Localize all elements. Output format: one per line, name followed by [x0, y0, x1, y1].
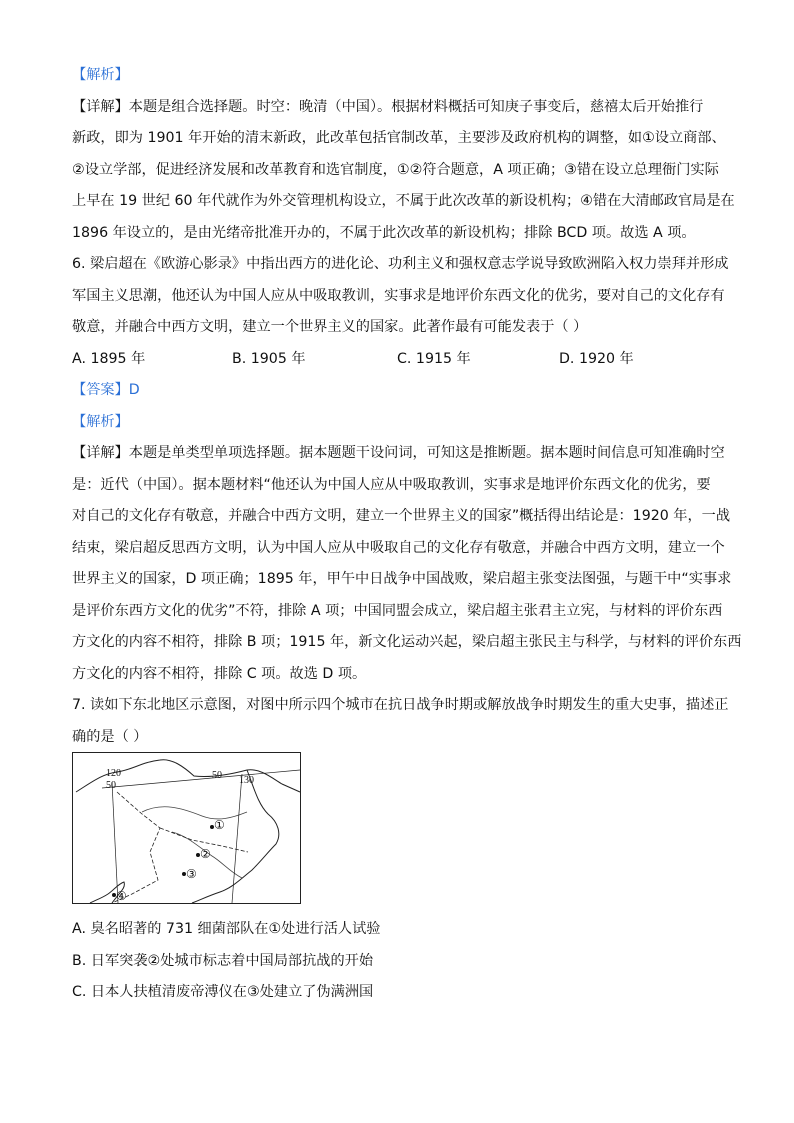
city-1-label: ① [214, 818, 225, 832]
q6-analysis-label: 【解析】 [72, 413, 129, 430]
q7-choice-c: C. 日本人扶植清废帝溥仪在③处建立了伪满洲国 [72, 984, 374, 1000]
q6-option-b: B. 1905 年 [232, 350, 306, 367]
q5-detail-line: 新政，即为 1901 年开始的清末新政，此改革包括官制改革，主要涉及政府机构的调整，如①设立商部、 [72, 130, 726, 146]
q6-detail-line: 是评价东西方文化的优劣”不符，排除 A 项；中国同盟会成立，梁启超主张君主立宪，与材料的评价东西 [72, 602, 723, 619]
q6-options [72, 344, 722, 376]
q6-detail-line: 【详解】本题是单类型单项选择题。据本题题干设问词，可知这是推断题。据本题时间信息可知准确时空 [72, 445, 725, 461]
q6-answer: 【答案】D [72, 382, 140, 398]
lat-50-left-label: 50 [106, 780, 116, 791]
q6-stem-line: 敬意，并融合中西方文明，建立一个世界主义的国家。此著作最有可能发表于（ ） [72, 319, 588, 335]
q6-detail-line: 方文化的内容不相符，排除 C 项。故选 D 项。 [72, 665, 367, 682]
q6-detail-line: 是：近代（中国）。据本题材料“他还认为中国人应从中吸取教训，实事求是地评价东西文化的优劣，要 [72, 476, 711, 493]
q6-option-c: C. 1915 年 [397, 350, 471, 367]
city-2-label: ② [200, 847, 211, 861]
lon-120-label: 120 [106, 768, 121, 779]
q5-detail-line: ②设立学部，促进经济发展和改革教育和选官制度，①②符合题意，A 项正确；③错在设立总理衙门实际 [72, 161, 719, 178]
city-3-label: ③ [186, 867, 197, 881]
page-content [72, 60, 742, 753]
lat-50-top-label: 50 [212, 770, 222, 781]
q7-choice-a: A. 臭名昭著的 731 细菌部队在①处进行活人试验 [72, 921, 381, 937]
q6-detail-line: 对自己的文化存有敬意，并融合中西方文明，建立一个世界主义的国家”概括得出结论是：1920 年，一战 [72, 508, 731, 524]
northeast-china-map [72, 752, 301, 904]
q6-detail-line: 结束，梁启超反思西方文明，认为中国人应从中吸取自己的文化存有敬意，并融合中西方文明，建立一个 [72, 539, 725, 556]
q7-stem-line: 确的是（ ） [72, 728, 148, 745]
q7-choice-b: B. 日军突袭②处城市标志着中国局部抗战的开始 [72, 952, 374, 969]
lon-130-label: 130 [239, 775, 254, 786]
q6-detail-line: 世界主义的国家，D 项正确；1895 年，甲午中日战争中国战败，梁启超主张变法图强，与题干中“实事求 [72, 571, 732, 587]
q6-detail-line: 方文化的内容不相符，排除 B 项；1915 年，新文化运动兴起，梁启超主张民主与科学，与材料的评价东西 [72, 634, 742, 650]
q6-option-d: D. 1920 年 [559, 350, 634, 367]
q7-choices [72, 914, 722, 1009]
q5-detail-line: 1896 年设立的，是由光绪帝批准开办的，不属于此次改革的新设机构；排除 BCD 项。故选 A 项。 [72, 224, 696, 241]
q5-detail-line: 【详解】本题是组合选择题。时空：晚清（中国）。根据材料概括可知庚子事变后，慈禧太后开始推行 [72, 98, 704, 115]
q7-stem-line: 7. 读如下东北地区示意图，对图中所示四个城市在抗日战争时期或解放战争时期发生的重大史事，描述正 [72, 697, 729, 713]
q6-stem-line: 军国主义思潮，他还认为中国人应从中吸取教训，实事求是地评价东西文化的优劣，要对自己的文化存有 [72, 287, 725, 304]
city-4-label: ④ [116, 889, 127, 903]
q5-detail-line: 上早在 19 世纪 60 年代就作为外交管理机构设立，不属于此次改革的新设机构；④错在大清邮政官局是在 [72, 193, 735, 209]
q6-option-a: A. 1895 年 [72, 350, 146, 367]
q6-stem-line: 6. 梁启超在《欧游心影录》中指出西方的进化论、功利主义和强权意志学说导致欧洲陷入权力崇拜并形成 [72, 256, 729, 272]
q5-analysis-label: 【解析】 [72, 67, 129, 83]
